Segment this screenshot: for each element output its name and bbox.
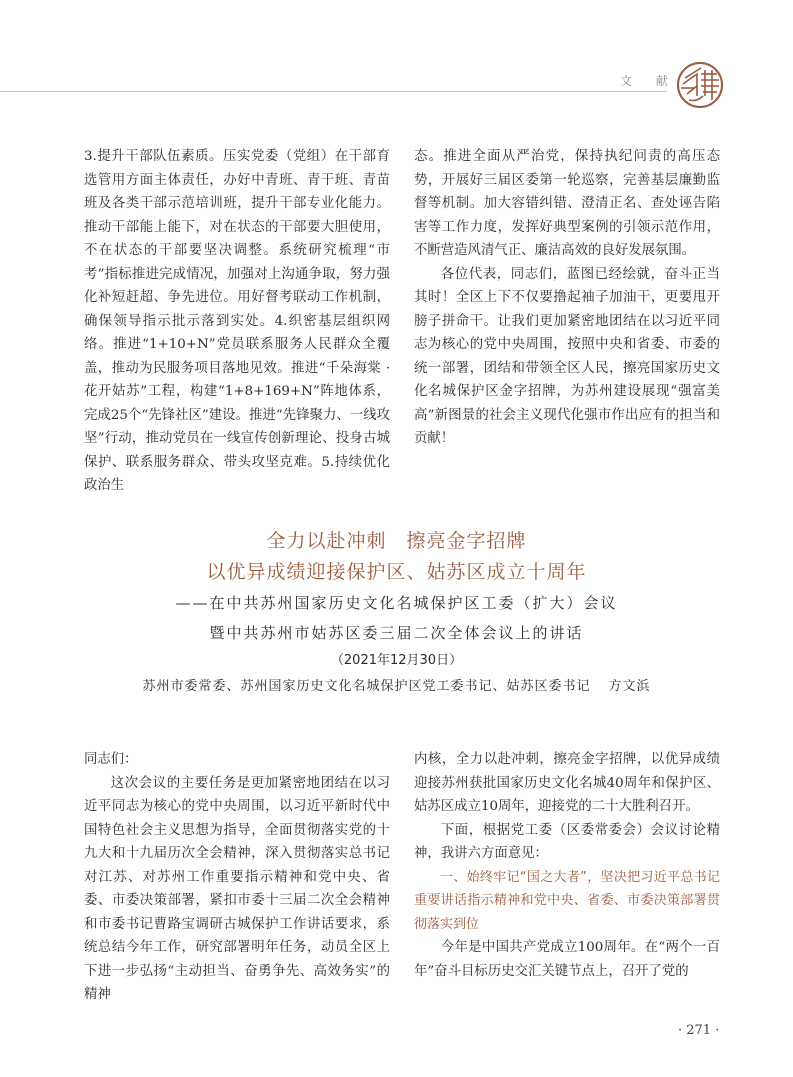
paragraph: 这次会议的主要任务是更加紧密地团结在以习近平同志为核心的党中央周围，以习近平新时代中国特色社会主义思想为指导，全面贯彻落实党的十九大和十九届历次全会精神，深入贯彻落实总书记对江苏、对苏州工作重要指示精神和党中央、省委、市委决策部署，紧扣市委十三届二次全会精神和市委书记曹路宝调研古城保护工作讲话要求，系统总结今年工作，研究部署明年任务，动员全区上下进一步弘扬“主动担当、奋勇争先、高效务实”的精神	[84, 775, 390, 1002]
bottom-left-column	[84, 748, 390, 1007]
page-number: · 271 ·	[678, 1023, 720, 1038]
paragraph: 3.提升干部队伍素质。压实党委（党组）在干部育选管用方面主体责任，办好中青班、青干班、青苗班及各类干部示范培训班，提升干部专业化能力。推动干部能上能下，对在状态的干部要大胆使用，不在状态的干部要坚决调整。系统研究梳理“市考”指标推进完成情况，加强对上沟通争取，努力强化补短赶超、争先进位。用好督考联动工作机制，确保领导指示批示落到实处。4.织密基层组织网络。推进“1+10+N”党员联系服务人民群众全覆盖，推动为民服务项目落地见效。推进“千朵海棠 · 花开姑苏”工程，构建“1+8+169+N”阵地体系，完成25个“先锋社区”建设。推进“先锋聚力、一线攻坚”行动，推动党员在一线宣传创新理论、投身古城保护、联系服务群众、带头攻坚克难。5.持续优化政治生	[84, 149, 390, 493]
article-author	[0, 674, 793, 700]
author-name: 方文浜	[608, 679, 651, 694]
article-subtitle-line-2: 暨中共苏州市姑苏区委三届二次全体会议上的讲话	[209, 624, 584, 642]
paragraph: 今年是中国共产党成立100周年。在“两个一百年”奋斗目标历史交汇关键节点上，召开了党的	[414, 940, 720, 979]
article-title-line-1: 全力以赴冲刺 擦亮金字招牌	[266, 530, 527, 552]
article-date: （2021年12月30日）	[330, 653, 463, 668]
article-title-line-2: 以优异成绩迎接保护区、姑苏区成立十周年	[206, 561, 587, 583]
circular-seal-logo-icon	[675, 60, 725, 110]
top-right-column	[414, 145, 720, 451]
paragraph: 下面，根据党工委（区委常委会）会议讨论精神，我讲六方面意见：	[414, 822, 720, 861]
section-label: 文 献	[620, 74, 678, 88]
top-left-column	[84, 145, 390, 498]
article-title-block	[0, 526, 793, 700]
salutation: 同志们：	[84, 752, 138, 767]
paragraph: 内核，全力以赴冲刺，擦亮金字招牌，以优异成绩迎接苏州获批国家历史文化名城40周年和保护区、姑苏区成立10周年，迎接党的二十大胜利召开。	[414, 752, 720, 814]
paragraph: 态。推进全面从严治党，保持执纪问责的高压态势，开展好三届区委第一轮巡察，完善基层廉勤监督等机制。加大容错纠错、澄清正名、查处诬告陷害等工作力度，发挥好典型案例的引领示范作用，不断营造风清气正、廉洁高效的良好发展氛围。	[414, 149, 720, 258]
article-subtitle-line-1: ——在中共苏州国家历史文化名城保护区工委（扩大）会议	[175, 594, 618, 612]
author-title: 苏州市委常委、苏州国家历史文化名城保护区党工委书记、姑苏区委书记	[142, 679, 591, 694]
paragraph: 各位代表，同志们，蓝图已经绘就，奋斗正当其时！全区上下不仅要撸起袖子加油干，更要甩开膀子拼命干。让我们更加紧密地团结在以习近平同志为核心的党中央周围，按照中央和省委、市委的统一部署，团结和带领全区人民，擦亮国家历史文化名城保护区金字招牌，为苏州建设展现“强富美高”新图景的社会主义现代化强市作出应有的担当和贡献！	[414, 266, 720, 446]
bottom-right-column	[414, 748, 720, 983]
section-heading: 一、始终牢记“国之大者”，坚决把习近平总书记重要讲话指示精神和党中央、省委、市委决策部署贯彻落实到位	[414, 869, 720, 932]
header-rule	[0, 91, 667, 92]
